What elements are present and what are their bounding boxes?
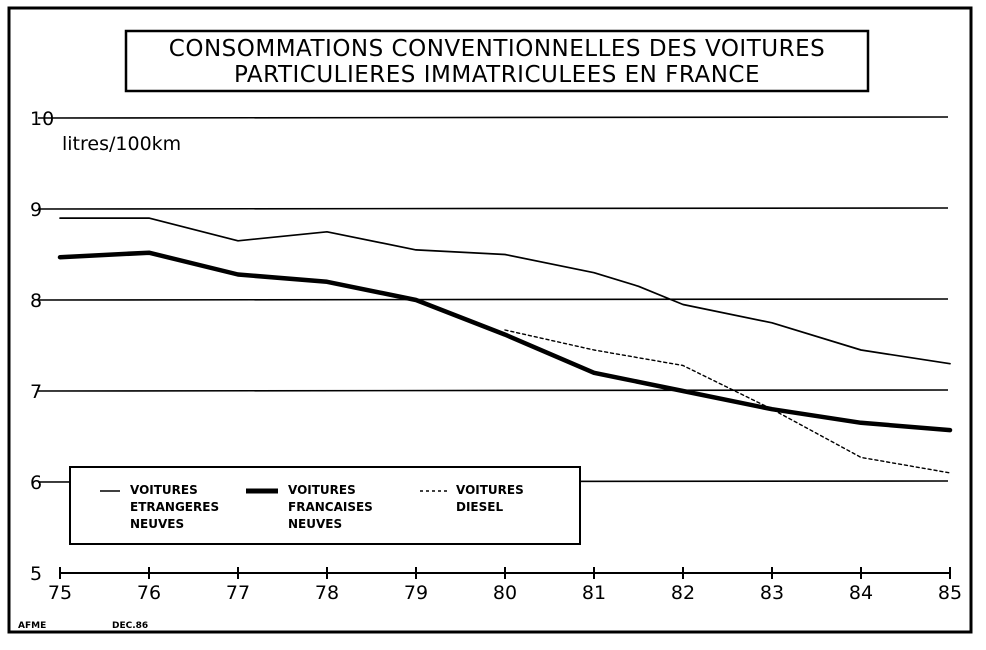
x-tick-label-82: 82: [670, 582, 696, 604]
gridlines: [38, 117, 948, 482]
gridline-y-8: [38, 299, 948, 300]
x-tick-label-83: 83: [759, 582, 785, 604]
footer-date: DEC.86: [112, 621, 149, 631]
y-tick-label-9: 9: [30, 199, 43, 221]
legend-label-etrangeres-1: VOITURES: [130, 483, 198, 497]
legend-label-etrangeres-3: NEUVES: [130, 517, 185, 531]
legend-label-francaises-2: FRANCAISES: [288, 500, 373, 514]
x-tick-label-77: 77: [225, 582, 251, 604]
x-tick-label-80: 80: [492, 582, 518, 604]
legend-label-francaises-1: VOITURES: [288, 483, 356, 497]
series-line-0: [60, 218, 950, 364]
x-tick-label-79: 79: [403, 582, 429, 604]
y-tick-label-10: 10: [30, 108, 55, 130]
legend-label-diesel-1: VOITURES: [456, 483, 524, 497]
x-tick-label-76: 76: [136, 582, 162, 604]
gridline-y-10: [38, 117, 948, 118]
y-tick-label-8: 8: [30, 290, 43, 312]
series-lines: [60, 218, 950, 473]
gridline-y-9: [38, 208, 948, 209]
y-tick-label-7: 7: [30, 381, 43, 403]
chart-title-line-1: CONSOMMATIONS CONVENTIONNELLES DES VOITURES: [168, 36, 826, 62]
footer-source: AFME: [18, 621, 47, 631]
x-tick-label-85: 85: [937, 582, 963, 604]
y-axis-label: litres/100km: [62, 133, 182, 155]
y-tick-label-5: 5: [30, 563, 43, 585]
y-axis-ticks: [30, 108, 54, 585]
gridline-y-7: [38, 390, 948, 391]
x-tick-label-81: 81: [581, 582, 607, 604]
x-axis: [48, 567, 962, 604]
legend-label-etrangeres-2: ETRANGERES: [130, 500, 220, 514]
x-tick-label-84: 84: [848, 582, 874, 604]
series-line-1: [60, 253, 950, 430]
x-tick-label-75: 75: [47, 582, 73, 604]
legend-label-francaises-3: NEUVES: [288, 517, 343, 531]
x-tick-label-78: 78: [314, 582, 340, 604]
chart-title-line-2: PARTICULIERES IMMATRICULEES EN FRANCE: [234, 62, 760, 88]
legend-label-diesel-2: DIESEL: [456, 500, 504, 514]
y-tick-label-6: 6: [30, 472, 43, 494]
legend: [70, 467, 580, 544]
